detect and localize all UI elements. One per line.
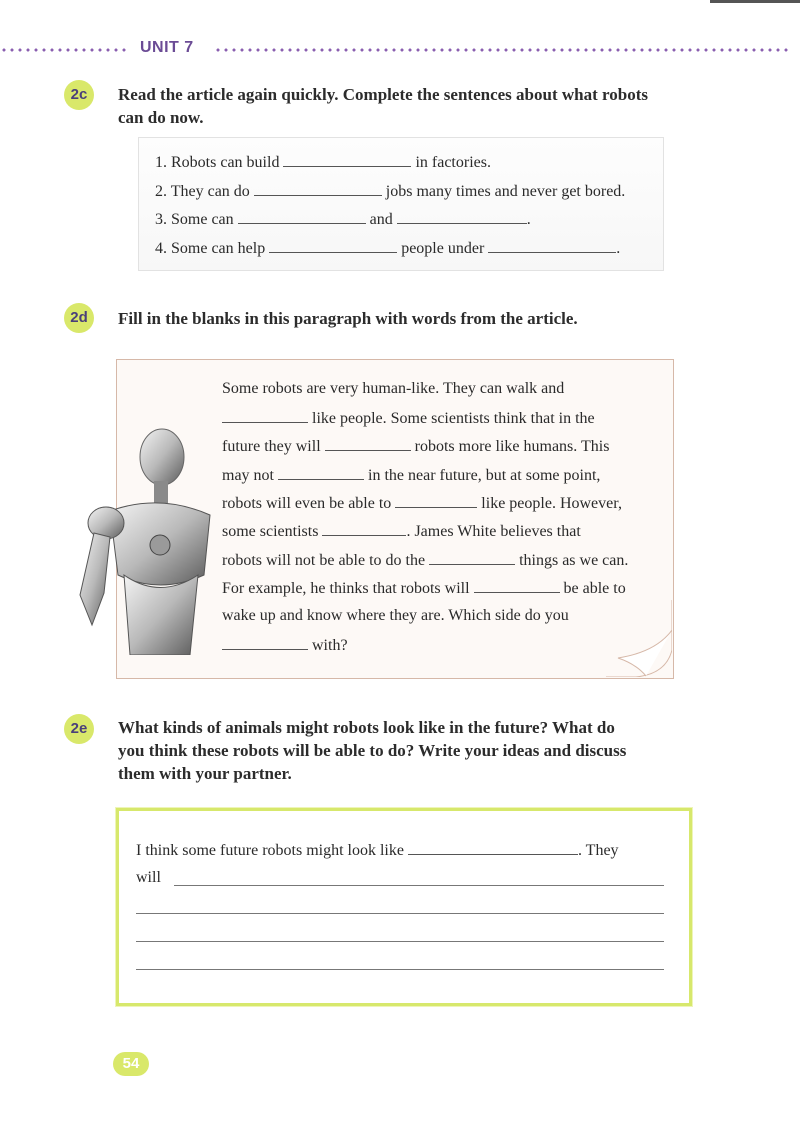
blank-input[interactable] <box>283 152 411 167</box>
instruction-2e-line2: you think these robots will be able to do? Write your ideas and discuss <box>118 741 627 760</box>
blank-input[interactable] <box>395 493 477 508</box>
para-line-3-end: robots more like humans. This <box>414 438 610 455</box>
para-line-8-end: be able to <box>563 580 626 597</box>
instruction-2c-line2: can do now. <box>118 108 204 127</box>
blank-input[interactable] <box>222 635 308 650</box>
para-line-4-start: may not <box>222 467 274 484</box>
writing-box-2e <box>116 808 692 1006</box>
para-line-6-start: some scientists <box>222 523 319 540</box>
blank-input[interactable] <box>254 181 382 196</box>
para-line-10-text: with? <box>312 637 348 654</box>
para-line-10 <box>222 635 348 656</box>
blank-input[interactable] <box>488 238 616 253</box>
sentence-4 <box>155 238 620 259</box>
writing-line-1-start: I think some future robots might look like <box>136 842 404 859</box>
header-dots-left <box>0 48 128 52</box>
blank-input[interactable] <box>397 209 527 224</box>
blank-input[interactable] <box>238 209 366 224</box>
para-line-8 <box>222 578 626 599</box>
sentence-4-end: . <box>616 240 621 257</box>
page-number: 54 <box>113 1052 149 1076</box>
instruction-2c <box>118 83 648 129</box>
sentence-4-mid: people under <box>401 240 485 257</box>
robot-illustration <box>70 425 220 655</box>
para-line-5-start: robots will even be able to <box>222 495 392 512</box>
para-line-1: Some robots are very human-like. They can walk and <box>222 380 565 397</box>
sentence-3 <box>155 209 531 230</box>
blank-input[interactable] <box>474 578 560 593</box>
sentence-4-start: 4. Some can help <box>155 240 266 257</box>
sentence-2 <box>155 181 625 202</box>
para-line-5 <box>222 493 622 514</box>
para-line-8-start: For example, he thinks that robots will <box>222 580 470 597</box>
para-line-7 <box>222 550 628 571</box>
badge-2e: 2e <box>64 714 94 744</box>
corner-line <box>710 0 800 3</box>
para-line-9: wake up and know where they are. Which side do you <box>222 607 569 624</box>
blank-input[interactable] <box>269 238 397 253</box>
sentence-2-start: 2. They can do <box>155 183 250 200</box>
sentence-2-end: jobs many times and never get bored. <box>385 183 626 200</box>
header-dots-right <box>214 48 788 52</box>
para-line-6-end: . James White believes that <box>406 523 581 540</box>
writing-line-1-end: . They <box>577 842 619 859</box>
instruction-2e-line3: them with your partner. <box>118 764 292 783</box>
blank-input[interactable] <box>278 465 364 480</box>
writing-line-2: will <box>136 869 161 886</box>
blank-input[interactable] <box>325 436 411 451</box>
writing-rule[interactable] <box>136 941 664 942</box>
writing-rule[interactable] <box>136 913 664 914</box>
writing-rule[interactable] <box>136 969 664 970</box>
sentence-3-start: 3. Some can <box>155 211 234 228</box>
sentence-1 <box>155 152 491 173</box>
sentence-1-start: 1. Robots can build <box>155 154 280 171</box>
instruction-2e <box>118 716 626 785</box>
blank-input[interactable] <box>322 521 406 536</box>
para-line-3-start: future they will <box>222 438 321 455</box>
badge-2c: 2c <box>64 80 94 110</box>
para-line-3 <box>222 436 609 457</box>
para-line-6 <box>222 521 581 542</box>
blank-input[interactable] <box>222 408 308 423</box>
instruction-2c-line1: Read the article again quickly. Complete the sentences about what robots <box>118 85 648 104</box>
para-line-4 <box>222 465 600 486</box>
writing-rule[interactable] <box>174 885 664 886</box>
page-curl-icon <box>606 600 672 677</box>
instruction-2e-line1: What kinds of animals might robots look like in the future? What do <box>118 718 615 737</box>
writing-line-1 <box>136 840 619 861</box>
para-line-2-text: like people. Some scientists think that in the <box>312 410 595 427</box>
instruction-2d: Fill in the blanks in this paragraph with words from the article. <box>118 309 578 328</box>
para-line-7-start: robots will not be able to do the <box>222 552 426 569</box>
para-line-2 <box>222 408 595 429</box>
badge-2d: 2d <box>64 303 94 333</box>
unit-title: UNIT 7 <box>140 39 194 56</box>
sentence-3-end: . <box>526 211 531 228</box>
sentence-3-mid: and <box>369 211 393 228</box>
blank-input[interactable] <box>408 840 578 855</box>
para-line-7-end: things as we can. <box>519 552 629 569</box>
sentence-1-end: in factories. <box>415 154 491 171</box>
para-line-5-end: like people. However, <box>481 495 622 512</box>
blank-input[interactable] <box>429 550 515 565</box>
para-line-4-end: in the near future, but at some point, <box>368 467 601 484</box>
